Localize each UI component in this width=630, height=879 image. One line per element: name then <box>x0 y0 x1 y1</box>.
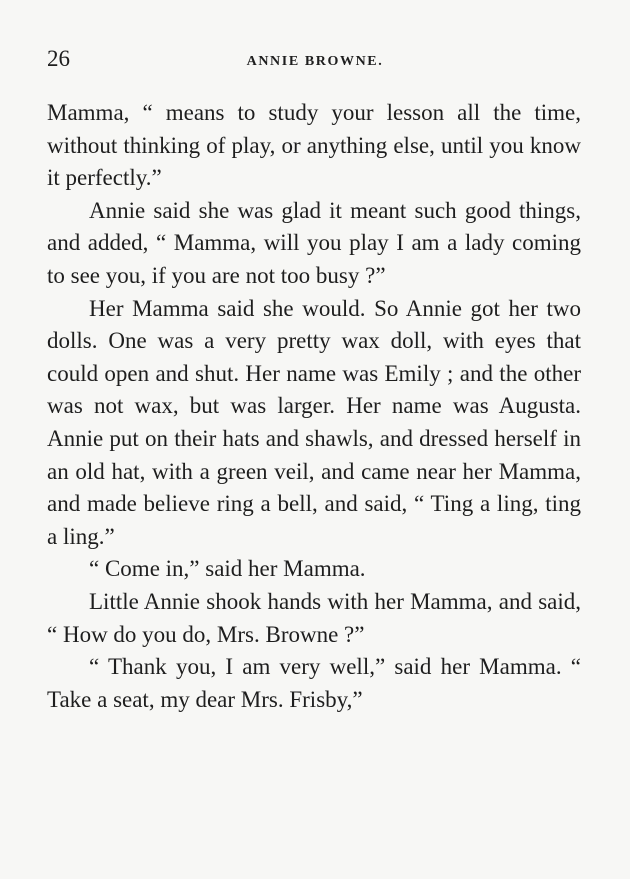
page-number: 26 <box>47 46 70 71</box>
paragraph: Little Annie shook hands with her Mamma, and said, “ How do you do, Mrs. Browne ?” <box>47 588 581 647</box>
paragraph: Her Mamma said she would. So Annie got her two dolls. One was a very pretty wax doll, with eyes that could open and shut. Her name was Emily ; and the other was not wax, but was larger. Her name was Augusta. Annie put on their hats and shawls, and dressed herself in an old hat, with a green veil, and came near her Mamma, and made believe ring a bell, and said, “ Ting a ling, ting a ling.” <box>47 295 581 549</box>
paragraph: Mamma, “ means to study your lesson all the time, without thinking of play, or anything else, until you know it perfectly.” <box>47 100 581 191</box>
paragraph: “ Thank you, I am very well,” said her Mamma. “ Take a seat, my dear Mrs. Frisby,” <box>47 654 581 712</box>
page-header <box>47 44 583 74</box>
body-text <box>47 97 581 716</box>
paragraph: “ Come in,” said her Mamma. <box>89 556 366 582</box>
paragraph: Annie said she was glad it meant such good things, and added, “ Mamma, will you play I am a lady coming to see you, if you are not too busy ?” <box>47 197 581 288</box>
running-title: ANNIE BROWNE. <box>246 54 384 69</box>
